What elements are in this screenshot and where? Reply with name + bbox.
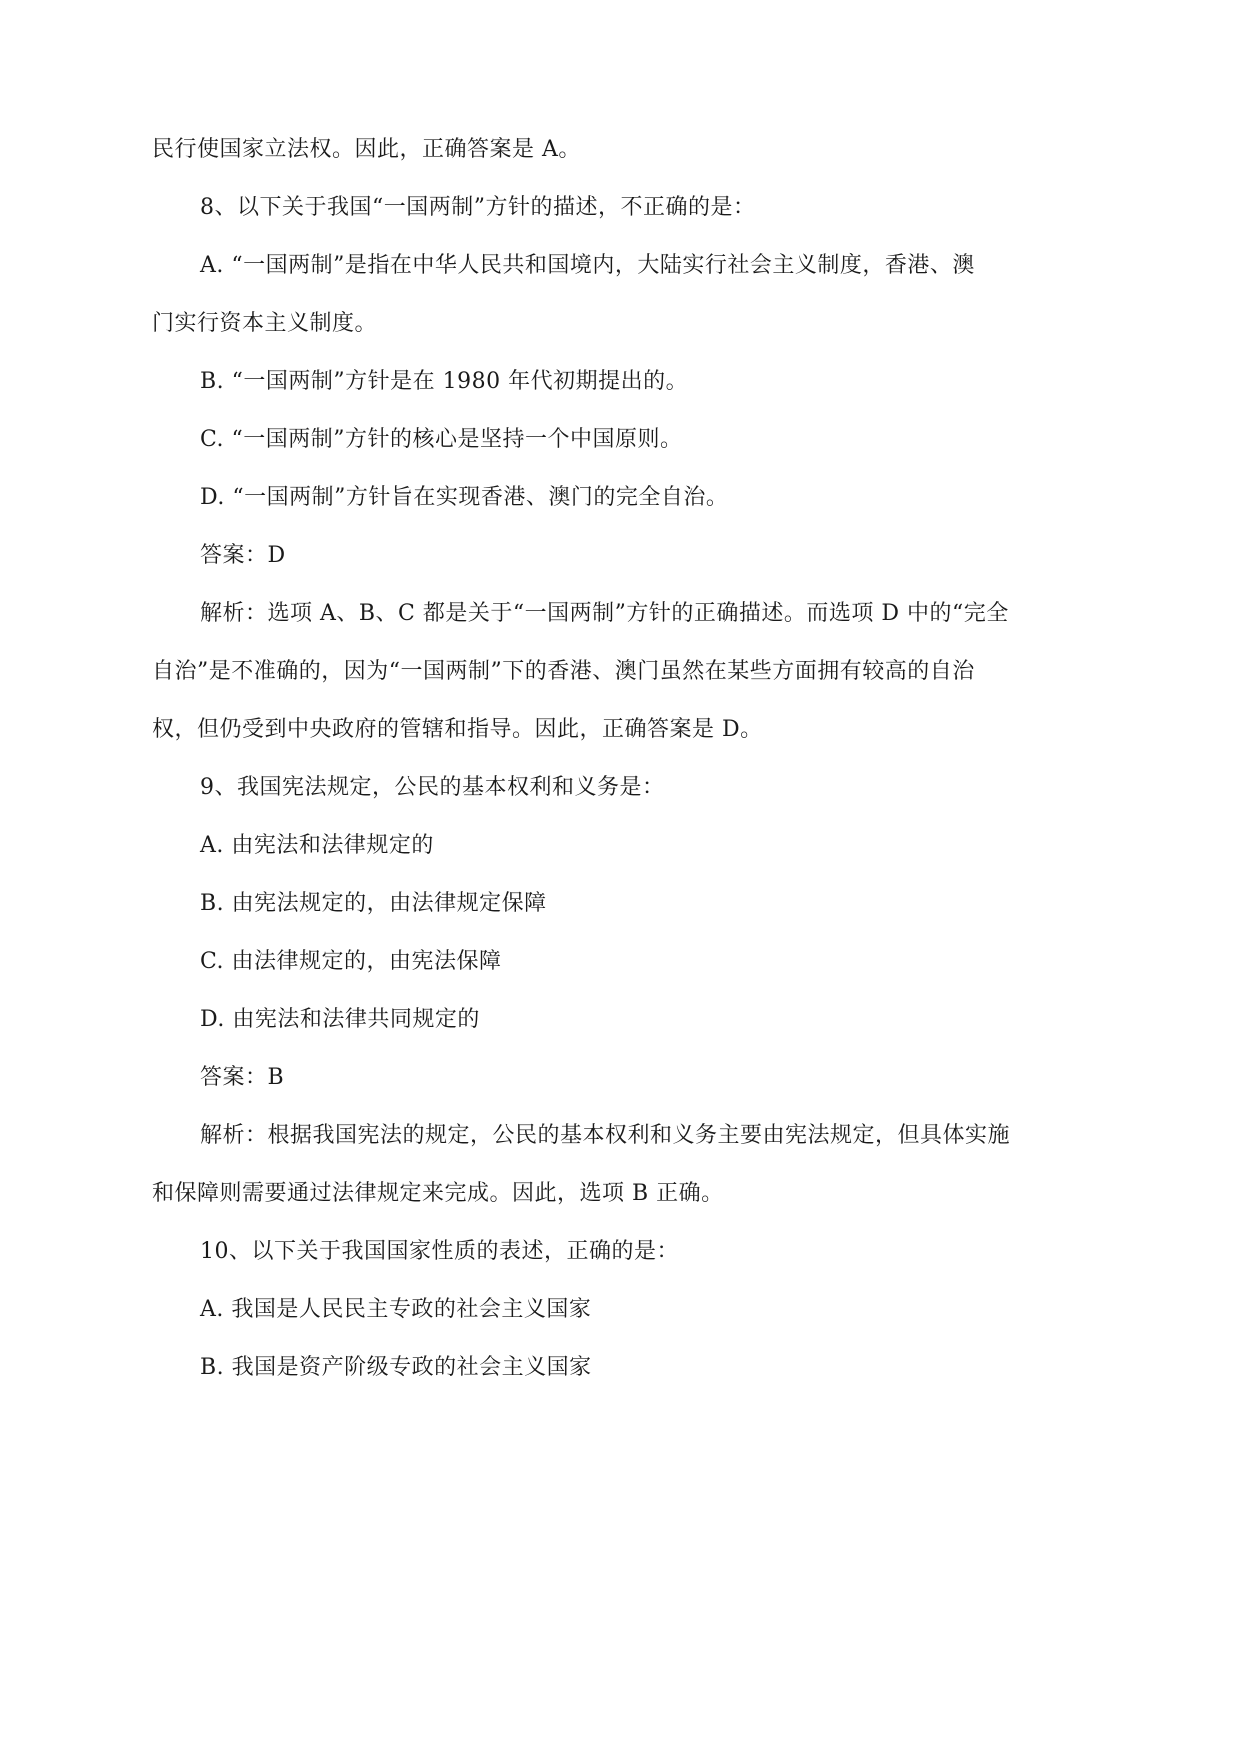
- option-c: C. 由法律规定的，由宪法保障: [200, 949, 502, 974]
- option-b: B. 由宪法规定的，由法律规定保障: [200, 891, 547, 916]
- question-10: 10、以下关于我国国家性质的表述，正确的是：: [200, 1239, 679, 1264]
- option-a: A. 由宪法和法律规定的: [200, 833, 434, 858]
- option-d: D. 由宪法和法律共同规定的: [200, 1007, 480, 1032]
- question-9: 9、我国宪法规定，公民的基本权利和义务是：: [200, 775, 665, 800]
- option-b: B. “一国两制”方针是在 1980 年代初期提出的。: [200, 369, 689, 394]
- option-a: A. “一国两制”是指在中华人民共和国境内，大陆实行社会主义制度，香港、澳: [200, 253, 975, 278]
- option-d: D. “一国两制”方针旨在实现香港、澳门的完全自治。: [200, 485, 729, 510]
- option-b: B. 我国是资产阶级专政的社会主义国家: [200, 1355, 592, 1380]
- explanation-line: 解析：选项 A、B、C 都是关于“一国两制”方针的正确描述。而选项 D 中的“完全: [200, 601, 1009, 626]
- text-line: 自治”是不准确的，因为“一国两制”下的香港、澳门虽然在某些方面拥有较高的自治: [152, 659, 975, 684]
- explanation-line: 解析：根据我国宪法的规定，公民的基本权利和义务主要由宪法规定，但具体实施: [200, 1123, 1011, 1148]
- text-line: 和保障则需要通过法律规定来完成。因此，选项 B 正确。: [152, 1181, 724, 1206]
- answer-line: 答案：D: [200, 543, 286, 568]
- question-8: 8、以下关于我国“一国两制”方针的描述，不正确的是：: [200, 195, 756, 220]
- answer-line: 答案：B: [200, 1065, 285, 1090]
- text-line: 权，但仍受到中央政府的管辖和指导。因此，正确答案是 D。: [152, 717, 763, 742]
- option-c: C. “一国两制”方针的核心是坚持一个中国原则。: [200, 427, 683, 452]
- text-line: 门实行资本主义制度。: [152, 311, 378, 336]
- text-line: 民行使国家立法权。因此，正确答案是 A。: [152, 137, 581, 162]
- option-a: A. 我国是人民民主专政的社会主义国家: [200, 1297, 592, 1322]
